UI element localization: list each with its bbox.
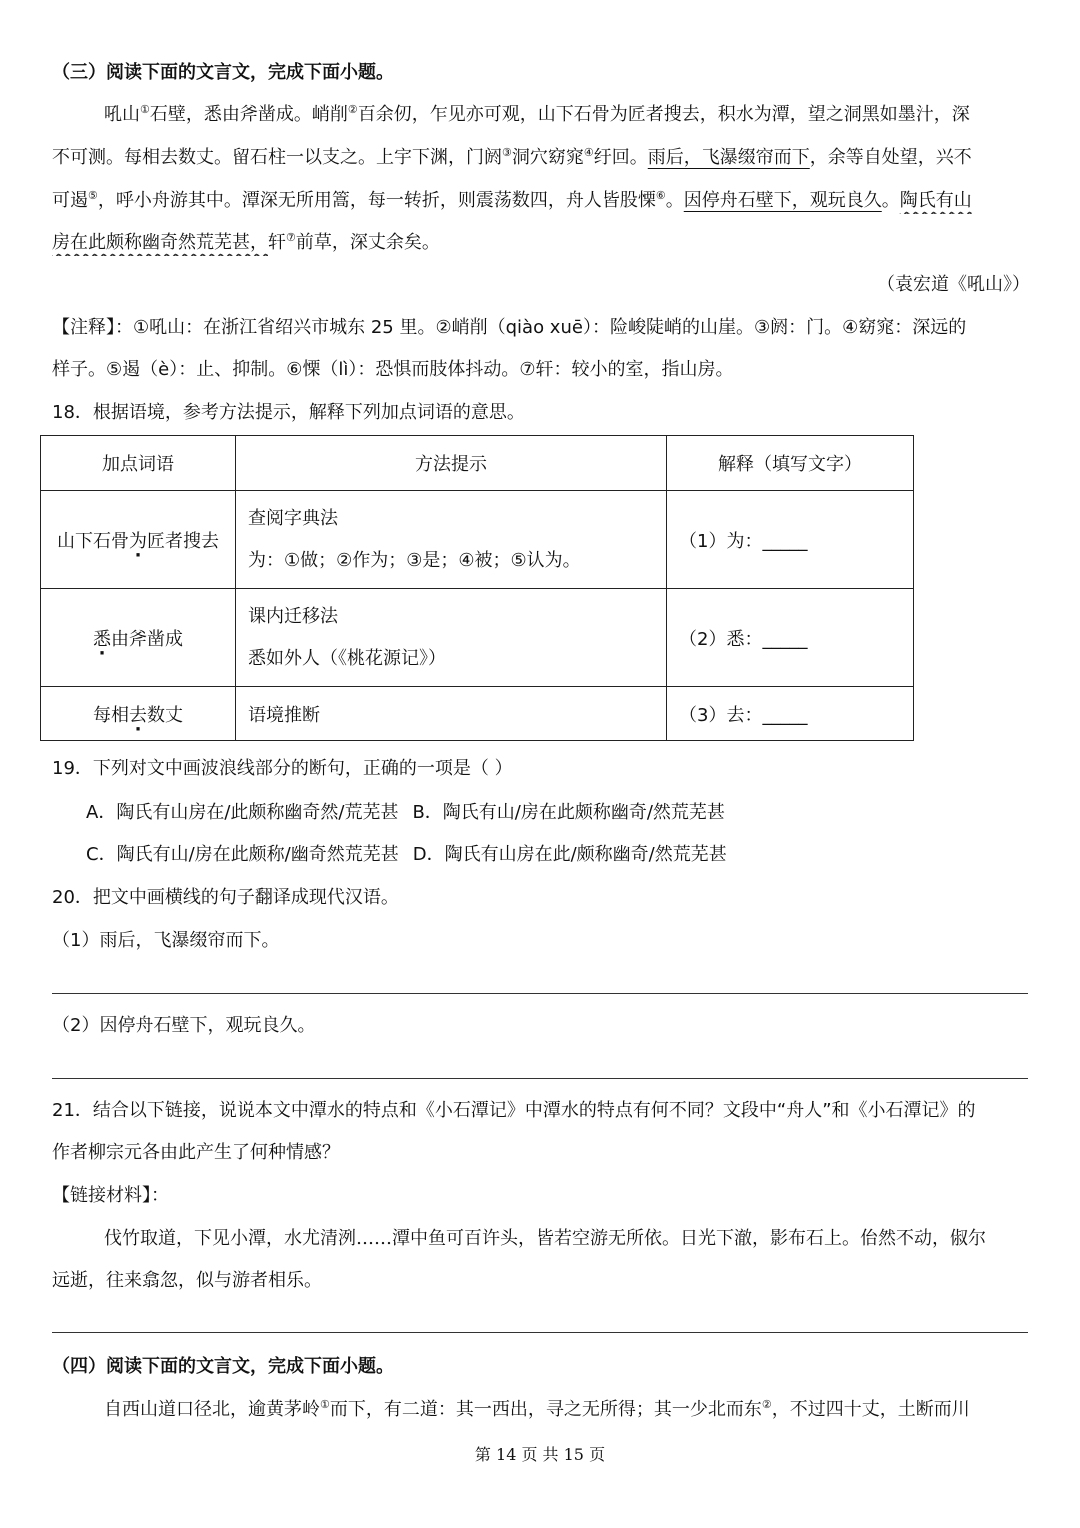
q19-options-row-1 [86, 800, 1030, 826]
table-header: 解释（填写文字） [667, 436, 914, 491]
section4-line-1: 自西山道口径北，逾黄茅岭①而下，有二道：其一西出，寻之无所得；其一少北而东②，不过四十丈，土断而川 [104, 1398, 970, 1420]
passage-line-1: 吼山①石壁，悉由斧凿成。峭削②百余仞，乍见亦可观，山下石骨为匠者搜去，积水为潭，望之洞黑如墨汁，深 [104, 103, 970, 125]
q20-stem: 20．把文中画横线的句子翻译成现代汉语。 [52, 887, 399, 908]
dotted-char: 为 [129, 530, 147, 552]
q21-line-2: 作者柳宗元各由此产生了何种情感？ [52, 1142, 340, 1163]
passage-line-2: 不可测。每相去数丈。留石柱一以支之。上宇下渊，门阏③洞穴窈窕④纡回。雨后，飞瀑缀帘而下，余等自处望，兴不 [52, 146, 972, 168]
answer-cell[interactable]: （1）为：_____ [667, 491, 914, 589]
answer-cell[interactable]: （2）悉：_____ [667, 589, 914, 687]
q18-stem: 18．根据语境，参考方法提示，解释下列加点词语的意思。 [52, 402, 525, 423]
link-material-title: 【链接材料】： [52, 1185, 169, 1206]
table-row [41, 589, 914, 687]
answer-cell[interactable]: （3）去：_____ [667, 687, 914, 741]
answer-line[interactable] [52, 993, 1028, 994]
q18-table [40, 435, 914, 741]
dotted-word-cell: 每相去数丈 [41, 687, 236, 741]
wavy-segment-1: 陶氏有山 [899, 190, 972, 211]
q20-sentence-2: （2）因停舟石壁下，观玩良久。 [52, 1015, 316, 1036]
dotted-char: 去 [129, 704, 147, 726]
underlined-sentence-1: 雨后，飞瀑缀帘而下 [647, 147, 810, 168]
q19-stem: 19．下列对文中画波浪线部分的断句，正确的一项是（ ） [52, 758, 513, 779]
notes-line-1: 【注释】：①吼山：在浙江省绍兴市城东 25 里。②峭削（qiào xuē）：险峻陡峭的山崖。③阏：门。④窈窕：深远的 [52, 317, 967, 338]
link-material-line-1: 伐竹取道，下见小潭，水尤清洌……潭中鱼可百许头，皆若空游无所依。日光下澈，影布石上。佁然不动，俶尔 [104, 1228, 986, 1249]
table-header: 方法提示 [236, 436, 667, 491]
dotted-word-cell: 山下石骨为匠者搜去 [41, 491, 236, 589]
option-b[interactable]: B．陶氏有山/房在此颇称幽奇/然荒芜甚 [412, 802, 725, 823]
section4-title: （四）阅读下面的文言文，完成下面小题。 [52, 1356, 394, 1377]
method-cell: 课内迁移法 悉如外人（《桃花源记》） [236, 589, 667, 687]
option-a[interactable]: A．陶氏有山房在/此颇称幽奇然/荒芜甚 [86, 802, 399, 823]
page-number: 第 14 页 共 15 页 [474, 1445, 606, 1464]
table-header: 加点词语 [41, 436, 236, 491]
answer-line[interactable] [52, 1332, 1028, 1333]
underlined-sentence-2: 因停舟石壁下，观玩良久 [683, 190, 882, 211]
dotted-word-cell: 悉由斧凿成 [41, 589, 236, 687]
method-cell: 语境推断 [236, 687, 667, 741]
option-d[interactable]: D．陶氏有山房在此/颇称幽奇/然荒芜甚 [412, 844, 727, 865]
notes-line-2: 样子。⑤遏（è）：止、抑制。⑥慄（lì）：恐惧而肢体抖动。⑦轩：较小的室，指山房。 [52, 359, 734, 380]
table-header-row [41, 436, 914, 491]
option-c[interactable]: C．陶氏有山/房在此颇称/幽奇然荒芜甚 [86, 844, 399, 865]
q20-sentence-1: （1）雨后，飞瀑缀帘而下。 [52, 930, 280, 951]
passage-line-3: 可遏⑤，呼小舟游其中。潭深无所用篙，每一转折，则震荡数四，舟人皆股慄⑥。因停舟石壁下，观玩良久。陶氏有山 [52, 189, 972, 211]
passage-source: （袁宏道《吼山》） [877, 274, 1030, 295]
table-row [41, 491, 914, 589]
passage-line-4: 房在此颇称幽奇然荒芜甚，轩⑦前草，深丈余矣。 [52, 231, 440, 253]
section3-title: （三）阅读下面的文言文，完成下面小题。 [52, 62, 394, 83]
table-row [41, 687, 914, 741]
answer-line[interactable] [52, 1078, 1028, 1079]
q21-line-1: 21．结合以下链接，说说本文中潭水的特点和《小石潭记》中潭水的特点有何不同？文段中“舟人”和《小石潭记》的 [52, 1100, 976, 1121]
dotted-char: 悉 [93, 628, 111, 650]
q19-options-row-2 [86, 842, 1030, 868]
link-material-line-2: 远逝，往来翕忽，似与游者相乐。 [52, 1270, 322, 1291]
method-cell: 查阅字典法 为：①做；②作为；③是；④被；⑤认为。 [236, 491, 667, 589]
wavy-segment-2: 房在此颇称幽奇然荒芜甚， [52, 232, 268, 253]
